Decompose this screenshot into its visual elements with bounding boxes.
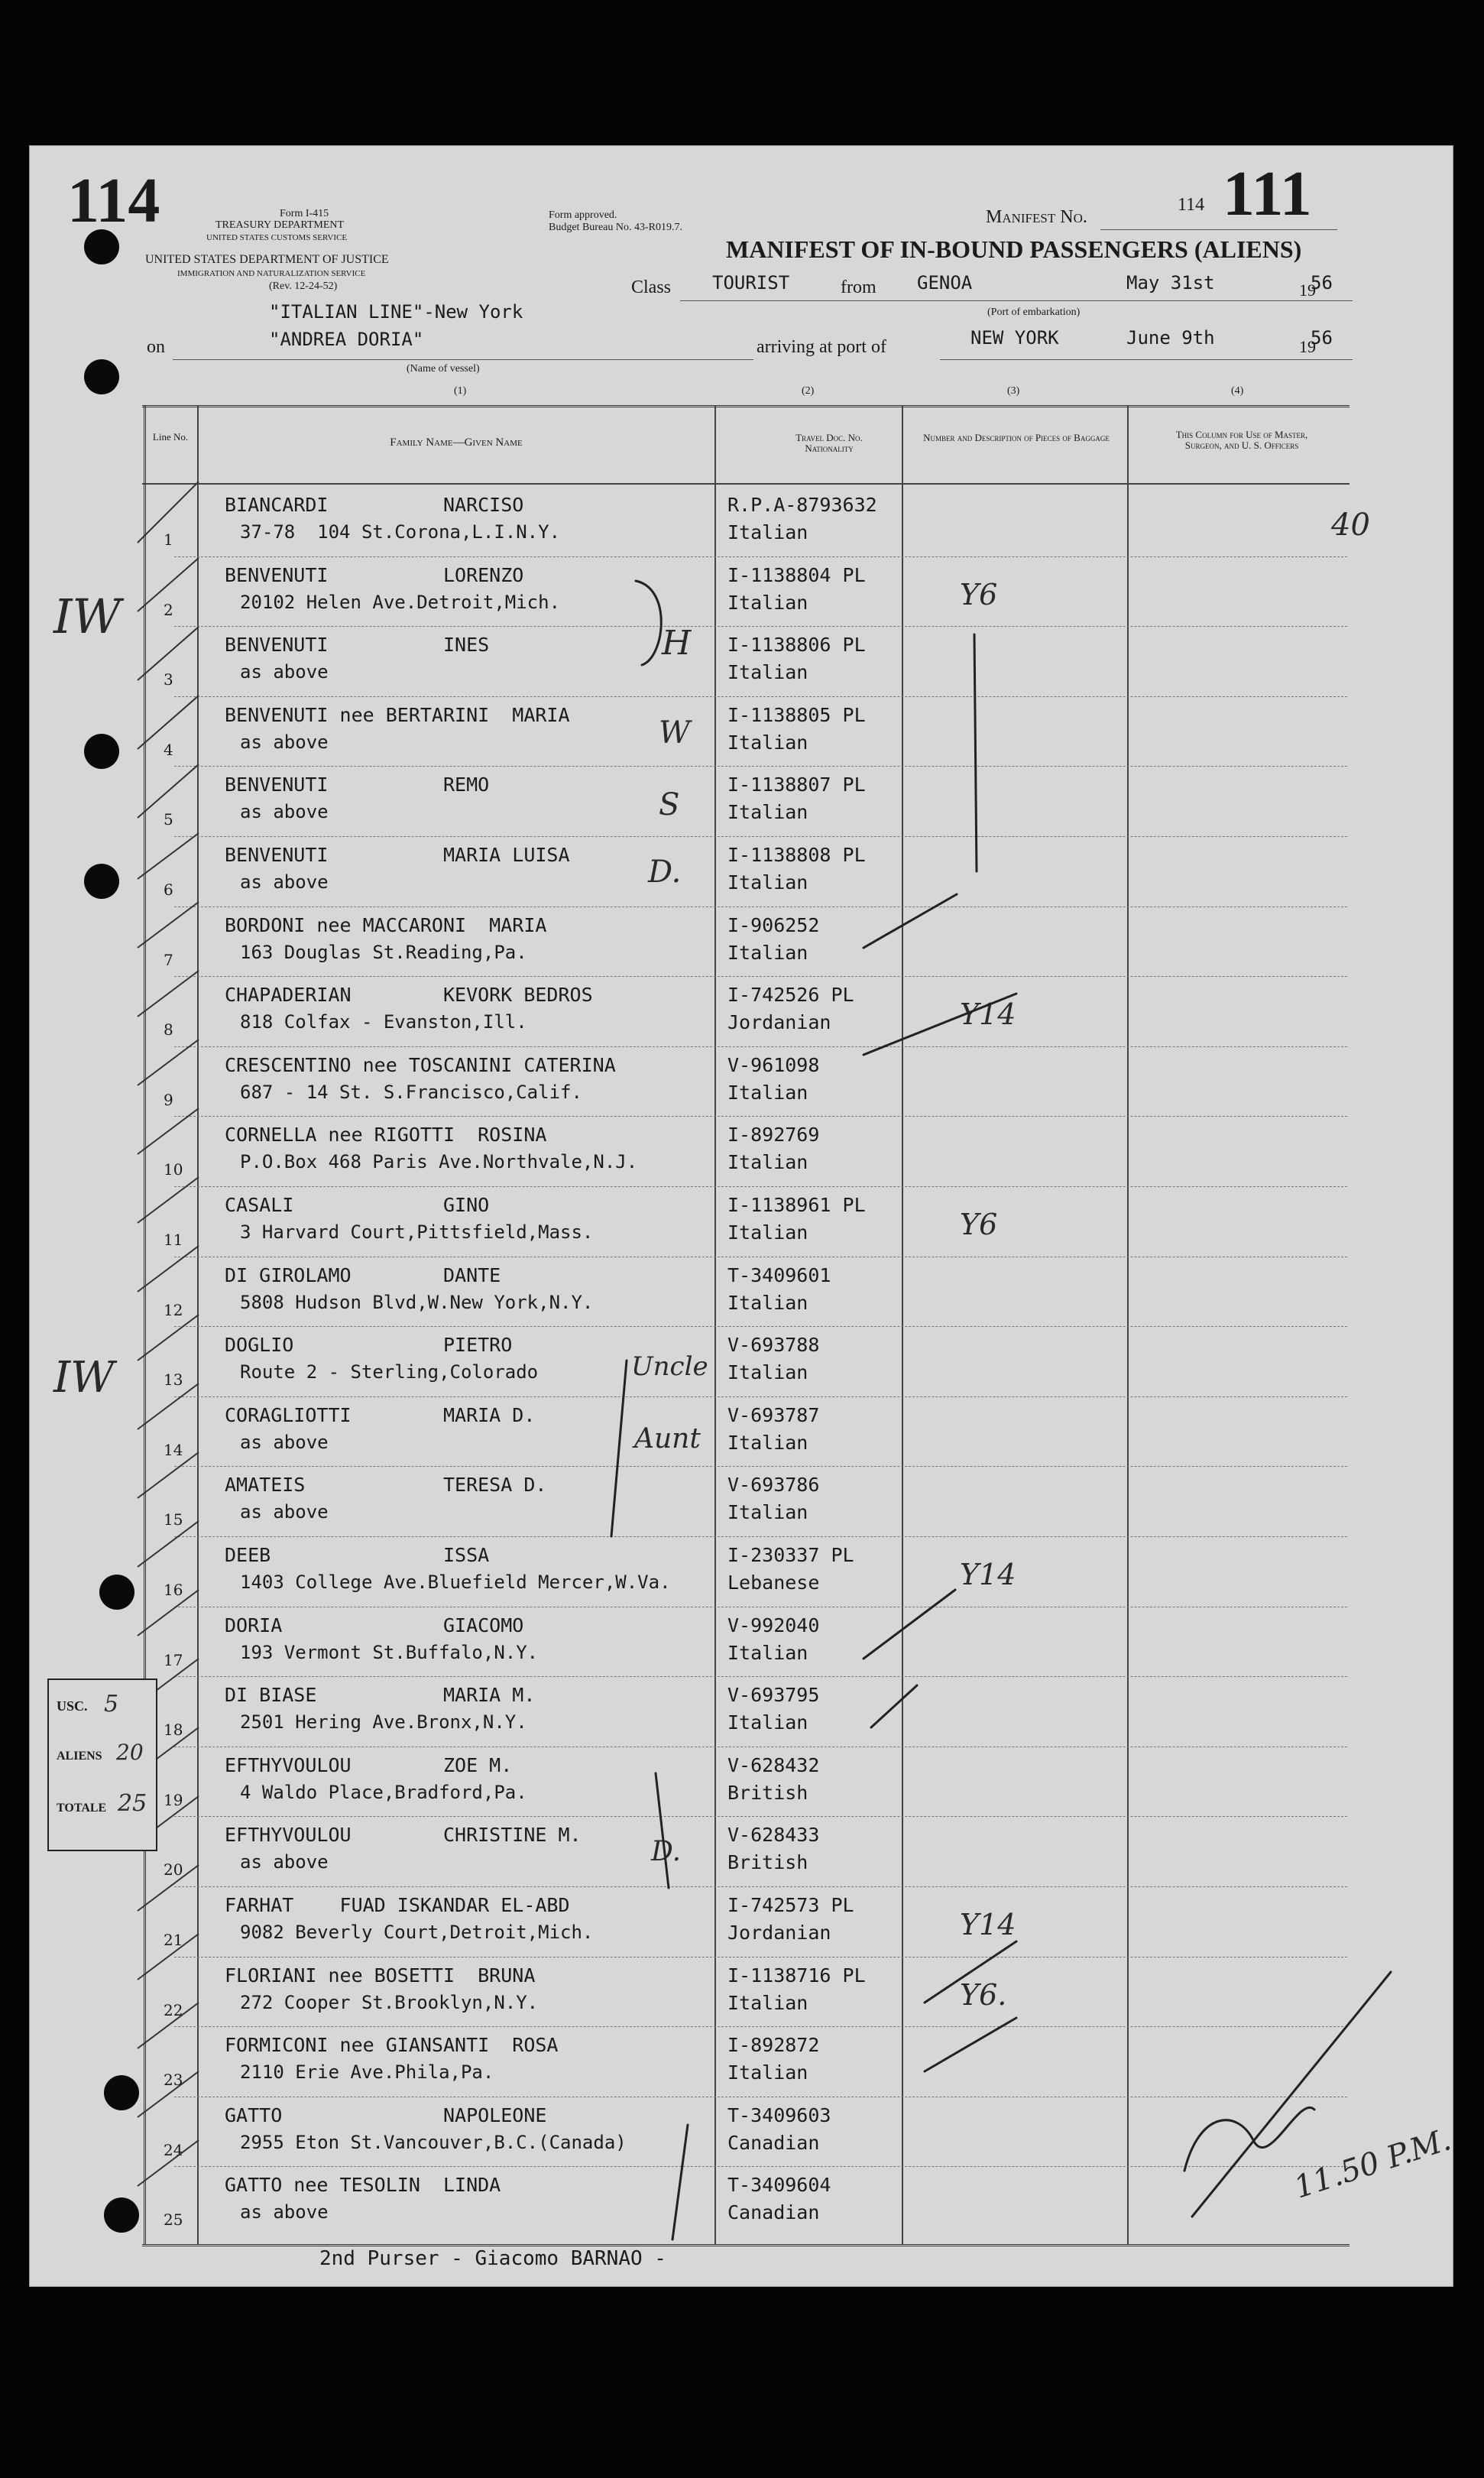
passenger-name: DEEB ISSA bbox=[225, 1544, 490, 1566]
manifest-title: MANIFEST OF IN-BOUND PASSENGERS (ALIENS) bbox=[726, 235, 1302, 263]
passenger-name: BENVENUTI INES bbox=[225, 634, 490, 657]
line-number: 25 bbox=[164, 2210, 183, 2230]
nationality: Italian bbox=[727, 1361, 808, 1384]
nationality: Italian bbox=[727, 1151, 808, 1174]
passenger-name: BENVENUTI MARIA LUISA bbox=[225, 844, 570, 866]
passenger-address: as above bbox=[240, 1501, 329, 1523]
line-number: 3 bbox=[164, 670, 173, 689]
row-separator bbox=[174, 696, 1347, 697]
line-name: "ITALIAN LINE"-New York bbox=[269, 301, 523, 323]
embark-date: May 31st bbox=[1126, 272, 1215, 294]
travel-doc: V-693787 bbox=[727, 1403, 820, 1426]
baggage: Y6 bbox=[960, 577, 998, 611]
row-separator bbox=[174, 1886, 1347, 1887]
passenger-address: as above bbox=[240, 661, 329, 683]
travel-doc: T-3409604 bbox=[727, 2174, 831, 2197]
embark-year: 56 bbox=[1311, 272, 1333, 294]
sheet-number-left: 114 bbox=[67, 165, 160, 236]
family-mark-w: W bbox=[659, 715, 691, 751]
family-mark-s: S bbox=[659, 787, 680, 822]
line-number: 16 bbox=[164, 1581, 183, 1599]
row-separator bbox=[174, 626, 1347, 627]
line-number: 17 bbox=[164, 1650, 183, 1669]
header-baggage: Number and Description of Pieces of Baggage bbox=[923, 432, 1110, 443]
passenger-address: 193 Vermont St.Buffalo,N.Y. bbox=[240, 1641, 539, 1663]
line-number: 1 bbox=[164, 530, 173, 549]
travel-doc: I-230337 PL bbox=[727, 1544, 854, 1566]
manifest-underline bbox=[1100, 229, 1337, 230]
line-number: 21 bbox=[164, 1931, 183, 1949]
passenger-name: BENVENUTI LORENZO bbox=[225, 563, 524, 586]
nationality: Italian bbox=[727, 591, 808, 614]
passenger-name: EFTHYVOULOU ZOE M. bbox=[225, 1753, 513, 1776]
row-separator bbox=[174, 1326, 1347, 1327]
passenger-name: AMATEIS TERESA D. bbox=[225, 1474, 547, 1497]
from-label: from bbox=[841, 277, 876, 297]
stamp-total-value: 25 bbox=[118, 1790, 147, 1817]
nationality: Canadian bbox=[727, 2131, 820, 2154]
nationality: Jordanian bbox=[727, 1922, 831, 1944]
travel-doc: V-693788 bbox=[727, 1334, 820, 1357]
passenger-name: DORIA GIACOMO bbox=[225, 1614, 524, 1636]
line-number: 13 bbox=[164, 1370, 183, 1390]
passenger-address: as above bbox=[240, 1431, 329, 1453]
form-approved: Form approved. bbox=[549, 209, 617, 221]
passenger-address: 4 Waldo Place,Bradford,Pa. bbox=[240, 1781, 527, 1803]
nationality: British bbox=[727, 1851, 808, 1874]
uncle-mark: Uncle bbox=[631, 1351, 708, 1382]
nationality: Canadian bbox=[727, 2201, 820, 2224]
travel-doc: V-628433 bbox=[727, 1824, 820, 1847]
row-separator bbox=[174, 2166, 1347, 2167]
passenger-address: Route 2 - Sterling,Colorado bbox=[240, 1361, 539, 1383]
col-num-1: (1) bbox=[454, 385, 467, 397]
travel-doc: V-992040 bbox=[727, 1614, 820, 1636]
nationality: Italian bbox=[727, 1291, 808, 1314]
family-mark-h: H bbox=[662, 624, 692, 663]
passenger-name: BIANCARDI NARCISO bbox=[225, 494, 524, 516]
binder-hole bbox=[84, 734, 119, 769]
line-number: 12 bbox=[164, 1300, 183, 1319]
header-line-no: Line No. bbox=[152, 431, 189, 443]
passenger-name: BENVENUTI REMO bbox=[225, 774, 490, 796]
nationality: Lebanese bbox=[727, 1571, 820, 1594]
family-mark-d: D. bbox=[648, 855, 682, 890]
nationality: Italian bbox=[727, 1221, 808, 1244]
col-rule-lineno bbox=[197, 405, 199, 2244]
passenger-address: 272 Cooper St.Brooklyn,N.Y. bbox=[240, 1991, 539, 2013]
passenger-address: 3 Harvard Court,Pittsfield,Mass. bbox=[240, 1221, 594, 1243]
passenger-address: 20102 Helen Ave.Detroit,Mich. bbox=[240, 591, 561, 613]
form-id: Form I-415 bbox=[280, 208, 329, 219]
travel-doc: I-1138716 PL bbox=[727, 1964, 866, 1987]
port-value: NEW YORK bbox=[970, 327, 1059, 349]
stamp-usc-label: USC. bbox=[57, 1698, 88, 1714]
nationality: Italian bbox=[727, 1991, 808, 2014]
row-separator bbox=[174, 1536, 1347, 1537]
col-num-4: (4) bbox=[1231, 385, 1244, 397]
vessel-name: "ANDREA DORIA" bbox=[269, 329, 424, 350]
row-separator bbox=[174, 766, 1347, 767]
col-rule-doc bbox=[902, 405, 903, 2244]
travel-doc: I-1138808 PL bbox=[727, 844, 866, 866]
row-separator bbox=[174, 1116, 1347, 1117]
baggage: Y6 bbox=[960, 1208, 998, 1241]
stamp-total-label: TOTALE bbox=[57, 1802, 107, 1815]
col-rule-bag bbox=[1127, 405, 1129, 2244]
passenger-address: 5808 Hudson Blvd,W.New York,N.Y. bbox=[240, 1291, 594, 1313]
passenger-name: CHAPADERIAN KEVORK BEDROS bbox=[225, 984, 593, 1007]
passenger-address: 2501 Hering Ave.Bronx,N.Y. bbox=[240, 1711, 527, 1734]
class-underline bbox=[680, 300, 1353, 301]
passenger-name: DI BIASE MARIA M. bbox=[225, 1684, 536, 1707]
arrive-year: 56 bbox=[1311, 327, 1333, 349]
sheet-number-right: 111 bbox=[1223, 158, 1312, 229]
passenger-name: BENVENUTI nee BERTARINI MARIA bbox=[225, 703, 570, 726]
row-separator bbox=[174, 976, 1347, 977]
header-travel: Travel Doc. No. Nationality bbox=[795, 432, 863, 454]
signature-time: 11.50 P.M. bbox=[1290, 2122, 1456, 2206]
passenger-address: 1403 College Ave.Bluefield Mercer,W.Va. bbox=[240, 1571, 671, 1593]
passenger-name: CASALI GINO bbox=[225, 1194, 490, 1216]
travel-doc: I-1138805 PL bbox=[727, 703, 866, 726]
travel-doc: I-906252 bbox=[727, 913, 820, 936]
row-separator bbox=[174, 556, 1347, 557]
margin-count: 40 bbox=[1331, 508, 1370, 543]
travel-doc: I-1138804 PL bbox=[727, 563, 866, 586]
budget-bureau: Budget Bureau No. 43-R019.7. bbox=[549, 222, 682, 233]
passenger-name: GATTO NAPOLEONE bbox=[225, 2103, 547, 2126]
arriving-label: arriving at port of bbox=[757, 337, 886, 357]
header-name: Family Name—Given Name bbox=[390, 436, 523, 449]
nationality: Italian bbox=[727, 1431, 808, 1454]
passenger-address: 2110 Erie Ave.Phila,Pa. bbox=[240, 2061, 494, 2084]
on-label: on bbox=[147, 337, 165, 357]
vessel-underline bbox=[173, 359, 753, 360]
passenger-name: FORMICONI nee GIANSANTI ROSA bbox=[225, 2034, 559, 2057]
line-number: 15 bbox=[164, 1510, 183, 1529]
passenger-address: 37-78 104 St.Corona,L.I.N.Y. bbox=[240, 521, 561, 543]
passenger-name: EFTHYVOULOU CHRISTINE M. bbox=[225, 1824, 582, 1847]
dept-treasury-sub: UNITED STATES CUSTOMS SERVICE bbox=[206, 233, 348, 242]
travel-doc: I-742573 PL bbox=[727, 1894, 854, 1916]
binder-hole bbox=[104, 2075, 139, 2110]
nationality: Italian bbox=[727, 1501, 808, 1524]
passenger-address: as above bbox=[240, 731, 329, 753]
passenger-name: FLORIANI nee BOSETTI BRUNA bbox=[225, 1964, 536, 1987]
passenger-address: as above bbox=[240, 1851, 329, 1873]
row-separator bbox=[174, 836, 1347, 837]
passenger-address: 2955 Eton St.Vancouver,B.C.(Canada) bbox=[240, 2131, 627, 2153]
col-num-2: (2) bbox=[802, 385, 815, 397]
line-number: 14 bbox=[164, 1440, 183, 1459]
embark-year-prefix: 19 bbox=[1299, 281, 1316, 300]
d-mark-efthyvoulou: D. bbox=[651, 1836, 682, 1867]
line-number: 20 bbox=[164, 1860, 183, 1880]
line-number: 24 bbox=[164, 2140, 183, 2159]
header-officers: This Column for Use of Master, Surgeon, and U. S. Officers bbox=[1175, 429, 1308, 451]
passenger-address: as above bbox=[240, 2201, 329, 2223]
col-rule-name bbox=[714, 405, 716, 2244]
row-separator bbox=[174, 1046, 1347, 1047]
passenger-address: P.O.Box 468 Paris Ave.Northvale,N.J. bbox=[240, 1151, 638, 1173]
from-value: GENOA bbox=[917, 272, 973, 294]
line-number: 7 bbox=[164, 950, 173, 969]
nationality: Jordanian bbox=[727, 1011, 831, 1034]
table-bottom-rule bbox=[142, 2244, 1350, 2246]
nationality: Italian bbox=[727, 1711, 808, 1734]
travel-doc: I-892769 bbox=[727, 1124, 820, 1147]
binder-hole bbox=[84, 359, 119, 394]
iw-mark-upper: IW bbox=[53, 589, 122, 644]
passenger-name: BORDONI nee MACCARONI MARIA bbox=[225, 913, 547, 936]
stamp-aliens-label: ALIENS bbox=[57, 1750, 102, 1763]
row-separator bbox=[174, 1816, 1347, 1817]
binder-hole bbox=[84, 864, 119, 899]
baggage: Y14 bbox=[960, 1558, 1016, 1591]
iw-mark-lower: IW bbox=[53, 1353, 115, 1403]
travel-doc: V-693795 bbox=[727, 1684, 820, 1707]
row-separator bbox=[174, 1396, 1347, 1397]
manifest-number: 114 bbox=[1178, 195, 1205, 215]
travel-doc: I-742526 PL bbox=[727, 984, 854, 1007]
line-number: 22 bbox=[164, 2000, 183, 2019]
travel-doc: I-1138806 PL bbox=[727, 634, 866, 657]
travel-doc: V-693786 bbox=[727, 1474, 820, 1497]
arrive-year-prefix: 19 bbox=[1299, 337, 1316, 356]
baggage: Y14 bbox=[960, 1908, 1016, 1941]
passenger-address: 163 Douglas St.Reading,Pa. bbox=[240, 941, 527, 963]
passenger-address: 687 - 14 St. S.Francisco,Calif. bbox=[240, 1081, 582, 1103]
table-top-rule bbox=[142, 405, 1350, 407]
passenger-address: 818 Colfax - Evanston,Ill. bbox=[240, 1011, 527, 1033]
passenger-name: DOGLIO PIETRO bbox=[225, 1334, 513, 1357]
line-number: 18 bbox=[164, 1721, 183, 1740]
passenger-name: CORNELLA nee RIGOTTI ROSINA bbox=[225, 1124, 547, 1147]
travel-doc: V-628432 bbox=[727, 1753, 820, 1776]
baggage: Y14 bbox=[960, 997, 1016, 1032]
line-number: 5 bbox=[164, 810, 173, 829]
nationality: British bbox=[727, 1781, 808, 1804]
stamp-usc-value: 5 bbox=[104, 1691, 119, 1717]
line-number: 8 bbox=[164, 1020, 173, 1040]
binder-hole bbox=[99, 1575, 134, 1610]
class-label: Class bbox=[631, 277, 672, 297]
nationality: Italian bbox=[727, 731, 808, 754]
nationality: Italian bbox=[727, 2061, 808, 2084]
binder-hole bbox=[104, 2197, 139, 2233]
travel-doc: I-892872 bbox=[727, 2034, 820, 2057]
row-separator bbox=[174, 2026, 1347, 2027]
line-number: 10 bbox=[164, 1160, 183, 1179]
line-number: 6 bbox=[164, 881, 173, 899]
line-number: 23 bbox=[164, 2071, 183, 2090]
row-separator bbox=[174, 1186, 1347, 1187]
nationality: Italian bbox=[727, 1081, 808, 1104]
dept-justice: UNITED STATES DEPARTMENT OF JUSTICE bbox=[145, 253, 389, 266]
stamp-aliens-value: 20 bbox=[116, 1740, 144, 1765]
port-underline bbox=[940, 359, 1353, 360]
nationality: Italian bbox=[727, 521, 808, 543]
passenger-address: as above bbox=[240, 871, 329, 893]
dept-justice-sub: IMMIGRATION AND NATURALIZATION SERVICE bbox=[177, 269, 366, 278]
row-separator bbox=[174, 1466, 1347, 1467]
dept-treasury: TREASURY DEPARTMENT bbox=[215, 219, 345, 231]
col-rule-left bbox=[144, 405, 146, 2244]
arrive-date: June 9th bbox=[1126, 327, 1215, 349]
embark-caption: (Port of embarkation) bbox=[987, 307, 1081, 318]
passenger-name: DI GIROLAMO DANTE bbox=[225, 1263, 501, 1286]
line-number: 2 bbox=[164, 600, 173, 619]
class-value: TOURIST bbox=[712, 272, 790, 294]
travel-doc: T-3409603 bbox=[727, 2103, 831, 2126]
travel-doc: V-961098 bbox=[727, 1053, 820, 1076]
manifest-label: Manifest No. bbox=[986, 207, 1087, 227]
passenger-name: GATTO nee TESOLIN LINDA bbox=[225, 2174, 501, 2197]
nationality: Italian bbox=[727, 801, 808, 824]
nationality: Italian bbox=[727, 941, 808, 964]
nationality: Italian bbox=[727, 661, 808, 684]
nationality: Italian bbox=[727, 871, 808, 894]
travel-doc: T-3409601 bbox=[727, 1263, 831, 1286]
line-number: 19 bbox=[164, 1790, 183, 1809]
nationality: Italian bbox=[727, 1641, 808, 1664]
table-header-rule bbox=[142, 483, 1350, 485]
travel-doc: R.P.A-8793632 bbox=[727, 494, 877, 516]
passenger-name: CORAGLIOTTI MARIA D. bbox=[225, 1403, 536, 1426]
form-revision: (Rev. 12-24-52) bbox=[269, 281, 338, 292]
aunt-mark: Aunt bbox=[634, 1423, 701, 1455]
passenger-name: CRESCENTINO nee TOSCANINI CATERINA bbox=[225, 1053, 616, 1076]
passenger-address: as above bbox=[240, 801, 329, 823]
passenger-name: FARHAT FUAD ISKANDAR EL-ABD bbox=[225, 1894, 570, 1916]
purser-signature-line: 2nd Purser - Giacomo BARNAO - bbox=[319, 2247, 666, 2270]
travel-doc: I-1138961 PL bbox=[727, 1194, 866, 1216]
row-separator bbox=[174, 1676, 1347, 1677]
line-number: 4 bbox=[164, 740, 173, 759]
col-num-3: (3) bbox=[1007, 385, 1020, 397]
travel-doc: I-1138807 PL bbox=[727, 774, 866, 796]
baggage: Y6. bbox=[960, 1977, 1007, 2012]
count-stamp bbox=[47, 1678, 157, 1851]
vessel-caption: (Name of vessel) bbox=[407, 363, 480, 375]
line-number: 11 bbox=[164, 1231, 183, 1249]
line-number: 9 bbox=[164, 1090, 173, 1109]
passenger-address: 9082 Beverly Court,Detroit,Mich. bbox=[240, 1922, 594, 1943]
